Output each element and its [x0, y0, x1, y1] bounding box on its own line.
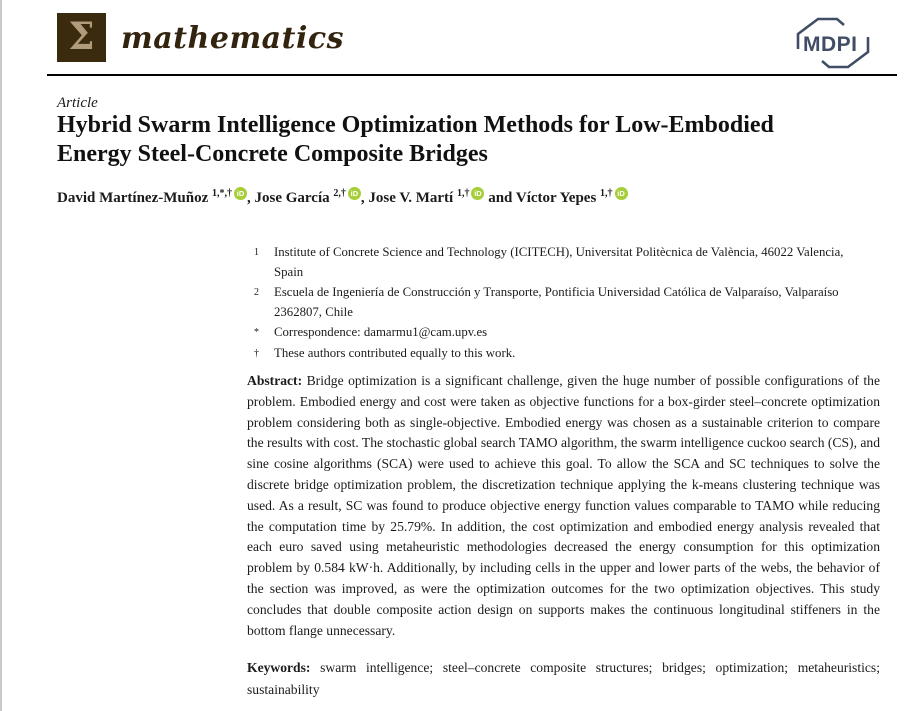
author: [57, 190, 254, 206]
keywords-text: swarm intelligence; steel–concrete composite structures; bridges; optimization; metaheuristics; sustainability: [247, 660, 880, 697]
author-name: Jose García: [254, 190, 330, 206]
author-affiliation-marks: 1,†: [456, 188, 470, 199]
author-affiliation-marks: 1,*,†: [211, 188, 232, 199]
author: [254, 190, 368, 206]
affiliation-text: Institute of Concrete Science and Technology (ICITECH), Universitat Politècnica de València, 46022 Valencia, Spain: [274, 245, 844, 279]
article-title: Hybrid Swarm Intelligence Optimization Methods for Low-Embodied Energy Steel-Concrete Composite Bridges: [57, 112, 774, 167]
affiliation-row: [254, 242, 868, 282]
abstract-text: Bridge optimization is a significant challenge, given the huge number of possible configurations of the problem. Embodied energy and cost were taken as objective functions for a box-girder steel–concrete optimization problem considering both as single-objective. Embodied energy was chosen as a sustainable criterion to compare the results with cost. The stochastic global search TAMO algorithm, the swarm intelligence cuckoo search (CS), and sine cosine algorithms (SCA) were used to achieve this goal. To allow the SCA and SC techniques to solve the discrete bridge optimization problem, the discretization technique applying the k-means clustering technique was used. As a result, SC was found to produce objective energy function values comparable to TAMO while reducing the computation time by 25.79%. In addition, the cost optimization and embodied energy analysis revealed that each euro saved using metaheuristic methodologies decreased the energy consumption for this optimization problem by 0.584 kW·h. Additionally, by including cells in the upper and lower parts of the webs, the behavior of the section was improved, as were the optimization outcomes for the two optimization objectives. This study concludes that double composite action design on supports makes the continuous longitudinal stiffeners in the bottom flange unnecessary.: [247, 373, 880, 638]
author: [368, 190, 516, 206]
correspondence-email[interactable]: Correspondence: damarmu1@cam.upv.es: [274, 325, 488, 339]
mdpi-logo-text: MDPI: [803, 33, 858, 56]
affiliation-text: Escuela de Ingeniería de Construcción y Transporte, Pontificia Universidad Católica de Valparaíso, Valparaíso 2362807, Chile: [274, 285, 839, 319]
header-divider: [47, 74, 897, 76]
affiliation-marker: 2: [254, 287, 259, 298]
author-affiliation-marks: 2,†: [333, 188, 346, 199]
author-name: Jose V. Martí: [368, 190, 454, 206]
author-list: [57, 187, 869, 207]
mdpi-logo[interactable]: [790, 16, 876, 70]
author-name: David Martínez-Muñoz: [57, 190, 209, 206]
affiliation-list: [254, 242, 868, 364]
author-name: Víctor Yepes: [515, 190, 597, 206]
mathematics-journal-logo: [57, 13, 106, 62]
equal-contribution-note: These authors contributed equally to this work.: [274, 346, 516, 360]
affiliation-row: [254, 282, 868, 322]
orcid-icon[interactable]: iD: [348, 187, 361, 200]
article-type-label: Article: [57, 95, 98, 111]
affiliation-marker: 1: [254, 247, 259, 258]
affiliation-row: [254, 322, 868, 343]
affiliation-row: [254, 343, 868, 364]
orcid-icon[interactable]: iD: [471, 187, 484, 200]
orcid-icon[interactable]: iD: [615, 187, 628, 200]
sigma-icon: Σ: [68, 14, 95, 58]
author-affiliation-marks: 1,†: [600, 188, 613, 199]
abstract-label: Abstract:: [247, 373, 303, 388]
equal-contribution-marker: †: [254, 348, 259, 359]
correspondence-marker: *: [254, 327, 259, 338]
abstract-paragraph: [247, 371, 880, 641]
author-separator: ,: [360, 190, 369, 206]
author-separator: and: [484, 190, 516, 206]
journal-name: mathematics: [121, 21, 345, 56]
keywords-paragraph: [247, 657, 880, 701]
author-separator: ,: [246, 190, 255, 206]
author: [516, 190, 628, 206]
keywords-label: Keywords:: [247, 660, 311, 675]
orcid-icon[interactable]: iD: [234, 187, 247, 200]
